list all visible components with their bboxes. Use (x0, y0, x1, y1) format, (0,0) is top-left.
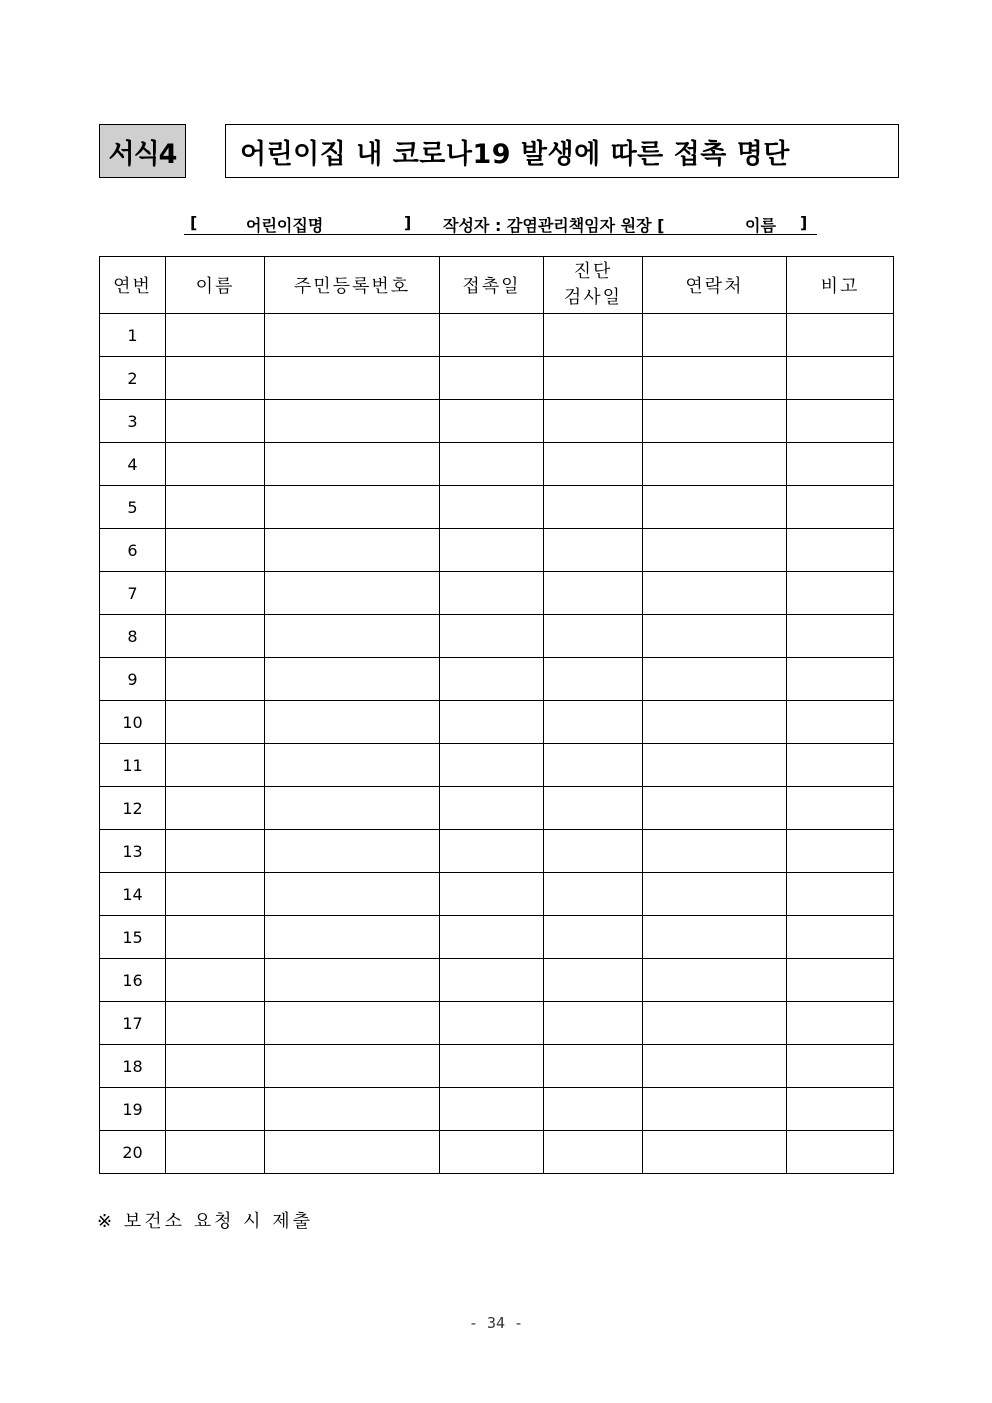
table-row (100, 701, 894, 744)
row-number: 2 (100, 357, 166, 400)
phone-cell[interactable] (643, 658, 787, 701)
test-date-cell[interactable] (544, 357, 643, 400)
row-number: 1 (100, 314, 166, 357)
remarks-cell[interactable] (787, 486, 894, 529)
name-cell[interactable] (166, 357, 265, 400)
resident-number-cell[interactable] (265, 486, 440, 529)
test-date-cell[interactable] (544, 1045, 643, 1088)
test-date-cell[interactable] (544, 1002, 643, 1045)
table-row (100, 787, 894, 830)
row-number: 14 (100, 873, 166, 916)
test-date-cell[interactable] (544, 701, 643, 744)
test-date-cell[interactable] (544, 572, 643, 615)
resident-number-cell[interactable] (265, 830, 440, 873)
table-row (100, 615, 894, 658)
contact-date-cell[interactable] (440, 1045, 544, 1088)
row-number: 10 (100, 701, 166, 744)
test-date-cell[interactable] (544, 959, 643, 1002)
name-cell[interactable] (166, 400, 265, 443)
table-row (100, 314, 894, 357)
name-cell[interactable] (166, 701, 265, 744)
test-date-cell[interactable] (544, 873, 643, 916)
test-date-cell[interactable] (544, 658, 643, 701)
header-test-date-line2: 검사일 (563, 287, 623, 308)
phone-cell[interactable] (643, 615, 787, 658)
phone-cell[interactable] (643, 830, 787, 873)
row-number: 9 (100, 658, 166, 701)
name-cell[interactable] (166, 787, 265, 830)
row-number: 5 (100, 486, 166, 529)
header-info-line (184, 210, 817, 235)
header-contact-date: 접촉일 (440, 257, 544, 314)
phone-cell[interactable] (643, 916, 787, 959)
row-number: 7 (100, 572, 166, 615)
test-date-cell[interactable] (544, 400, 643, 443)
contact-date-cell[interactable] (440, 357, 544, 400)
contact-date-cell[interactable] (440, 615, 544, 658)
row-number: 4 (100, 443, 166, 486)
form-number-tag: 서식4 (99, 124, 186, 178)
header-resident-number: 주민등록번호 (265, 257, 440, 314)
remarks-cell[interactable] (787, 701, 894, 744)
remarks-cell[interactable] (787, 357, 894, 400)
resident-number-cell[interactable] (265, 658, 440, 701)
test-date-cell[interactable] (544, 1088, 643, 1131)
remarks-cell[interactable] (787, 1002, 894, 1045)
name-cell[interactable] (166, 1045, 265, 1088)
remarks-cell[interactable] (787, 959, 894, 1002)
table-row (100, 658, 894, 701)
table-row (100, 1002, 894, 1045)
header-no: 연번 (100, 257, 166, 314)
contact-date-cell[interactable] (440, 873, 544, 916)
name-cell[interactable] (166, 615, 265, 658)
remarks-cell[interactable] (787, 529, 894, 572)
contact-list-table (99, 256, 894, 1174)
page-number: - 34 - (468, 1314, 524, 1332)
bracket-open: [ (190, 213, 198, 232)
row-number: 13 (100, 830, 166, 873)
remarks-cell[interactable] (787, 615, 894, 658)
resident-number-cell[interactable] (265, 787, 440, 830)
name-cell[interactable] (166, 314, 265, 357)
contact-date-cell[interactable] (440, 1002, 544, 1045)
contact-date-cell[interactable] (440, 658, 544, 701)
remarks-cell[interactable] (787, 400, 894, 443)
table-row (100, 529, 894, 572)
phone-cell[interactable] (643, 959, 787, 1002)
table-row (100, 357, 894, 400)
contact-date-cell[interactable] (440, 314, 544, 357)
name-cell[interactable] (166, 1131, 265, 1174)
table-row (100, 400, 894, 443)
phone-cell[interactable] (643, 873, 787, 916)
test-date-cell[interactable] (544, 443, 643, 486)
row-number: 3 (100, 400, 166, 443)
test-date-cell[interactable] (544, 314, 643, 357)
resident-number-cell[interactable] (265, 744, 440, 787)
remarks-cell[interactable] (787, 314, 894, 357)
remarks-cell[interactable] (787, 916, 894, 959)
resident-number-cell[interactable] (265, 443, 440, 486)
phone-cell[interactable] (643, 357, 787, 400)
remarks-cell[interactable] (787, 1045, 894, 1088)
contact-date-cell[interactable] (440, 1088, 544, 1131)
contact-date-cell[interactable] (440, 443, 544, 486)
table-header-row (100, 257, 894, 314)
header-name: 이름 (166, 257, 265, 314)
resident-number-cell[interactable] (265, 400, 440, 443)
test-date-cell[interactable] (544, 744, 643, 787)
resident-number-cell[interactable] (265, 529, 440, 572)
row-number: 16 (100, 959, 166, 1002)
resident-number-cell[interactable] (265, 1002, 440, 1045)
test-date-cell[interactable] (544, 787, 643, 830)
name-cell[interactable] (166, 1002, 265, 1045)
resident-number-cell[interactable] (265, 916, 440, 959)
writer-label: 작성자 : 감염관리책임자 원장 [ (443, 216, 665, 235)
contact-date-cell[interactable] (440, 701, 544, 744)
table-row (100, 1131, 894, 1174)
contact-date-cell[interactable] (440, 959, 544, 1002)
name-cell[interactable] (166, 830, 265, 873)
phone-cell[interactable] (643, 1131, 787, 1174)
table-row (100, 959, 894, 1002)
table-row (100, 443, 894, 486)
resident-number-cell[interactable] (265, 873, 440, 916)
phone-cell[interactable] (643, 529, 787, 572)
test-date-cell[interactable] (544, 830, 643, 873)
remarks-cell[interactable] (787, 443, 894, 486)
name-cell[interactable] (166, 873, 265, 916)
phone-cell[interactable] (643, 744, 787, 787)
resident-number-cell[interactable] (265, 1131, 440, 1174)
remarks-cell[interactable] (787, 744, 894, 787)
table-row (100, 1045, 894, 1088)
phone-cell[interactable] (643, 701, 787, 744)
table-row (100, 744, 894, 787)
contact-date-cell[interactable] (440, 529, 544, 572)
test-date-cell[interactable] (544, 486, 643, 529)
header-test-date (544, 257, 643, 314)
contact-date-cell[interactable] (440, 744, 544, 787)
submission-note: ※ 보건소 요청 시 제출 (97, 1211, 314, 1232)
row-number: 11 (100, 744, 166, 787)
test-date-cell[interactable] (544, 615, 643, 658)
contact-date-cell[interactable] (440, 572, 544, 615)
name-cell[interactable] (166, 658, 265, 701)
name-cell[interactable] (166, 744, 265, 787)
document-title: 어린이집 내 코로나19 발생에 따른 접촉 명단 (225, 124, 899, 178)
header-test-date-line1: 진단 (573, 261, 613, 282)
table-row (100, 572, 894, 615)
resident-number-cell[interactable] (265, 959, 440, 1002)
phone-cell[interactable] (643, 400, 787, 443)
contact-date-cell[interactable] (440, 916, 544, 959)
row-number: 17 (100, 1002, 166, 1045)
resident-number-cell[interactable] (265, 701, 440, 744)
table-row (100, 830, 894, 873)
bracket-close: ] (800, 213, 808, 232)
remarks-cell[interactable] (787, 830, 894, 873)
contact-date-cell[interactable] (440, 486, 544, 529)
phone-cell[interactable] (643, 1088, 787, 1131)
table-row (100, 1088, 894, 1131)
phone-cell[interactable] (643, 1002, 787, 1045)
resident-number-cell[interactable] (265, 1045, 440, 1088)
row-number: 19 (100, 1088, 166, 1131)
row-number: 12 (100, 787, 166, 830)
remarks-cell[interactable] (787, 873, 894, 916)
contact-date-cell[interactable] (440, 830, 544, 873)
remarks-cell[interactable] (787, 658, 894, 701)
remarks-cell[interactable] (787, 1088, 894, 1131)
resident-number-cell[interactable] (265, 572, 440, 615)
phone-cell[interactable] (643, 486, 787, 529)
resident-number-cell[interactable] (265, 314, 440, 357)
remarks-cell[interactable] (787, 1131, 894, 1174)
header-remarks: 비고 (787, 257, 894, 314)
name-cell[interactable] (166, 486, 265, 529)
header-phone: 연락처 (643, 257, 787, 314)
bracket-close: ] (404, 213, 412, 232)
name-cell[interactable] (166, 959, 265, 1002)
phone-cell[interactable] (643, 314, 787, 357)
table-row (100, 916, 894, 959)
test-date-cell[interactable] (544, 529, 643, 572)
contact-date-cell[interactable] (440, 787, 544, 830)
name-cell[interactable] (166, 572, 265, 615)
table-row (100, 873, 894, 916)
resident-number-cell[interactable] (265, 357, 440, 400)
name-cell[interactable] (166, 443, 265, 486)
contact-date-cell[interactable] (440, 400, 544, 443)
row-number: 15 (100, 916, 166, 959)
test-date-cell[interactable] (544, 916, 643, 959)
phone-cell[interactable] (643, 1045, 787, 1088)
resident-number-cell[interactable] (265, 1088, 440, 1131)
row-number: 18 (100, 1045, 166, 1088)
contact-date-cell[interactable] (440, 1131, 544, 1174)
phone-cell[interactable] (643, 572, 787, 615)
remarks-cell[interactable] (787, 572, 894, 615)
name-cell[interactable] (166, 529, 265, 572)
phone-cell[interactable] (643, 787, 787, 830)
name-cell[interactable] (166, 916, 265, 959)
row-number: 6 (100, 529, 166, 572)
remarks-cell[interactable] (787, 787, 894, 830)
resident-number-cell[interactable] (265, 615, 440, 658)
phone-cell[interactable] (643, 443, 787, 486)
table-row (100, 486, 894, 529)
row-number: 8 (100, 615, 166, 658)
row-number: 20 (100, 1131, 166, 1174)
test-date-cell[interactable] (544, 1131, 643, 1174)
facility-name-label: 어린이집명 (246, 216, 324, 235)
name-cell[interactable] (166, 1088, 265, 1131)
writer-name-label: 이름 (745, 216, 776, 235)
